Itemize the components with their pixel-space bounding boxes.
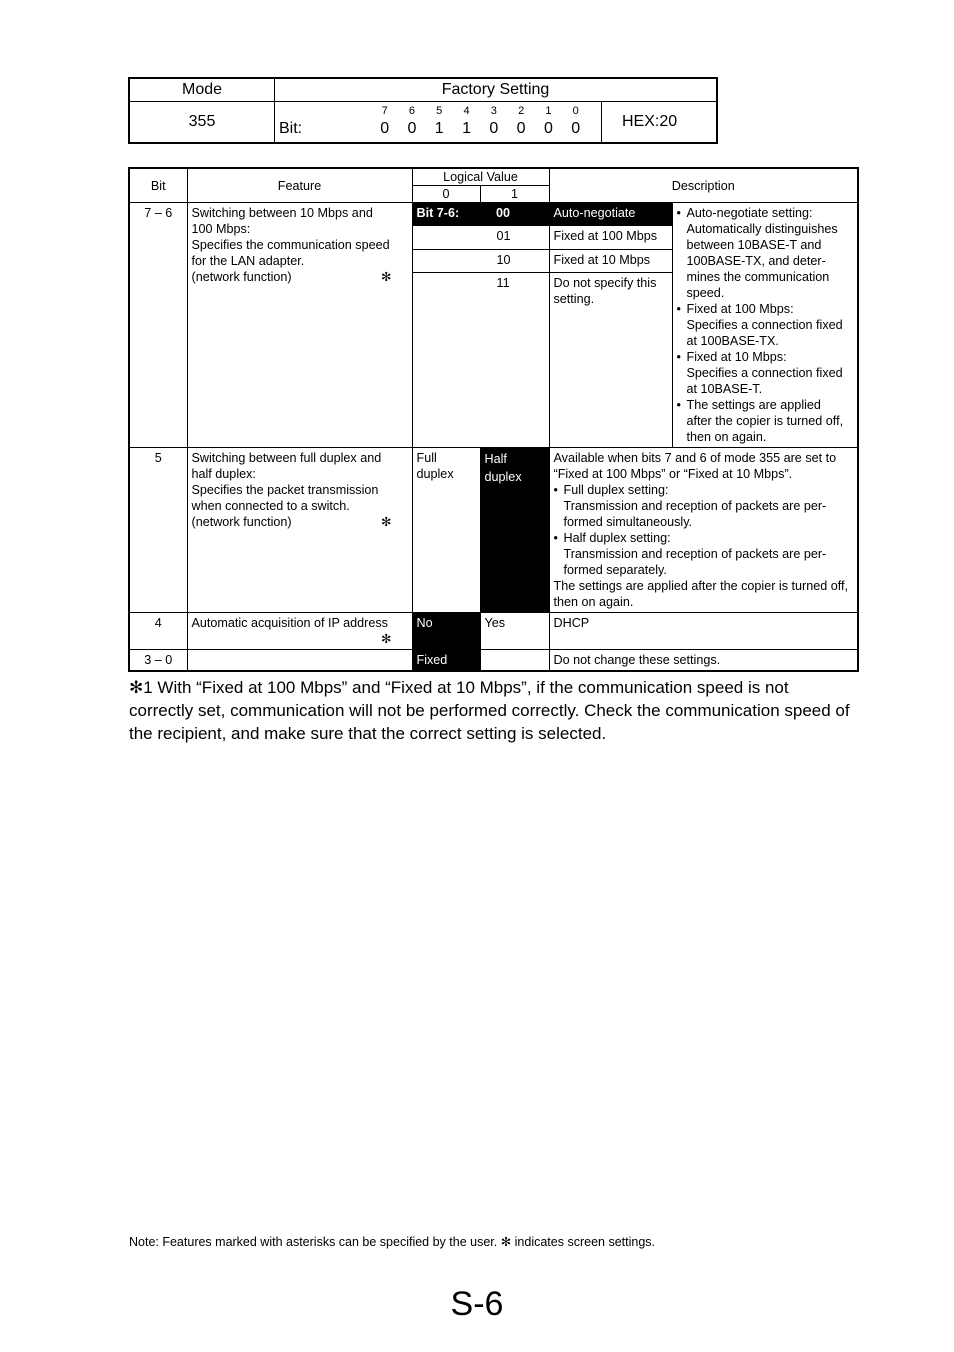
desc-item-text: Transmission and reception of packets are per-formed simultaneously.	[563, 499, 827, 529]
bit-settings-cell	[275, 102, 602, 144]
bit-number: 2	[518, 105, 525, 117]
bit-value: 0	[489, 120, 499, 137]
bit-value: 1	[462, 120, 471, 137]
row76-feature	[187, 203, 412, 448]
row30-feature	[187, 650, 412, 672]
mode-factory-table	[128, 77, 718, 144]
desc-item-text: Specifies a connection fixed at 10BASE-T.	[686, 366, 843, 396]
desc-item-title: • Auto-negotiate setting:	[686, 206, 813, 220]
feature-line: Specifies the communication speed	[191, 238, 390, 252]
bit-value: 1	[434, 120, 444, 137]
row5-feature	[187, 448, 412, 613]
desc-item-title: • Fixed at 100 Mbps:	[686, 302, 794, 316]
bit-value: 0	[571, 120, 581, 137]
bit-settings-table	[128, 167, 859, 672]
desc-item-title: • Fixed at 10 Mbps:	[686, 350, 787, 364]
option-code-00: 00	[480, 203, 549, 226]
bit-number: 7	[381, 105, 388, 117]
desc-item-text: Transmission and reception of packets are per-formed separately.	[563, 547, 827, 577]
feature-line: for the LAN adapter.	[191, 254, 305, 268]
row76-description	[672, 203, 858, 448]
footnote: ✻1 With “Fixed at 100 Mbps” and “Fixed at 10 Mbps”, if the communication speed is not correctly set, communication will not be performed correctly. Check the communication speed of the recipient, and make sure that the correct setting is selected.	[129, 678, 850, 743]
option-code-01: 01	[412, 226, 549, 249]
bit-number: 3	[490, 105, 497, 117]
mode-header: Mode	[129, 78, 275, 102]
factory-setting-header: Factory Setting	[275, 78, 718, 102]
desc-item-title: • Full duplex setting:	[563, 483, 669, 497]
bit-number: 0	[572, 105, 579, 117]
option-label-auto: Auto-negotiate	[549, 203, 672, 226]
row4-value0: No	[412, 613, 480, 650]
bit-number: 1	[545, 105, 552, 117]
row30-value1	[480, 650, 549, 672]
feature-line: 100 Mbps:	[191, 222, 251, 236]
desc-item-title: • Half duplex setting:	[563, 531, 671, 545]
page-number: S-6	[450, 1285, 504, 1323]
option-code-10: 10	[412, 249, 549, 272]
bit-value: 0	[543, 120, 553, 137]
bit76-label: Bit 7-6:	[412, 203, 480, 226]
row5-value0: Full duplex	[412, 448, 480, 613]
desc-outro: The settings are applied after the copier is turned off, then on again.	[553, 579, 848, 609]
desc-item-text: Automatically distinguishes between 10BASE-T and 100BASE-TX, and deter-mines the communication speed.	[686, 222, 838, 300]
mode-value: 355	[129, 102, 275, 144]
hex-value: HEX:20	[602, 102, 718, 144]
header-lv0: 0	[412, 186, 480, 203]
asterisk-mark: ✻	[380, 515, 392, 529]
feature-line: when connected to a switch.	[191, 499, 350, 513]
desc-item-title: • The settings are applied	[686, 398, 821, 412]
bit-values	[371, 120, 589, 138]
option-code-11: 11	[412, 273, 549, 448]
row5-description	[549, 448, 858, 613]
option-label-100: Fixed at 100 Mbps	[549, 226, 672, 249]
header-description: Description	[549, 168, 858, 203]
bit-number: 4	[463, 105, 470, 117]
feature-line: (network function)	[191, 515, 292, 529]
bit-value: 0	[380, 120, 390, 137]
row30-value0: Fixed	[412, 650, 480, 672]
feature-line: Automatic acquisition of IP address	[191, 616, 388, 630]
bit-label: Bit:	[279, 120, 303, 137]
desc-intro: Available when bits 7 and 6 of mode 355 are set to “Fixed at 100 Mbps” or “Fixed at 10 Mbps”.	[553, 451, 837, 481]
feature-line: (network function)	[191, 270, 292, 284]
bit-value: 0	[407, 120, 417, 137]
row5-value1: Half duplex	[480, 448, 549, 613]
bit-number: 5	[436, 105, 443, 117]
bit-number: 6	[408, 105, 415, 117]
row4-value1: Yes	[480, 613, 549, 650]
desc-item-text: Specifies a connection fixed at 100BASE-TX.	[686, 318, 843, 348]
header-feature: Feature	[187, 168, 412, 203]
row4-bit: 4	[129, 613, 187, 650]
row30-description: Do not change these settings.	[549, 650, 858, 672]
option-label-10: Fixed at 10 Mbps	[549, 249, 672, 272]
feature-line: Switching between full duplex and	[191, 451, 382, 465]
row5-bit: 5	[129, 448, 187, 613]
feature-line: Specifies the packet transmission	[191, 483, 379, 497]
desc-item-text: after the copier is turned off, then on again.	[686, 414, 844, 444]
bit-value: 0	[516, 120, 526, 137]
page-note: Note: Features marked with asterisks can be specified by the user. ✻ indicates screen settings.	[129, 1235, 656, 1249]
row4-feature	[187, 613, 412, 650]
header-lv1: 1	[480, 186, 549, 203]
bit-numbers	[371, 105, 589, 117]
row4-description: DHCP	[549, 613, 858, 650]
feature-line: Switching between 10 Mbps and	[191, 206, 373, 220]
header-logical-value: Logical Value	[412, 168, 549, 186]
option-label-none: Do not specify this setting.	[549, 273, 672, 448]
row30-bit: 3 – 0	[129, 650, 187, 672]
feature-line: half duplex:	[191, 467, 256, 481]
header-bit: Bit	[129, 168, 187, 203]
asterisk-mark: ✻	[380, 270, 392, 284]
asterisk-mark: ✻	[380, 632, 392, 646]
row76-bit: 7 – 6	[129, 203, 187, 448]
